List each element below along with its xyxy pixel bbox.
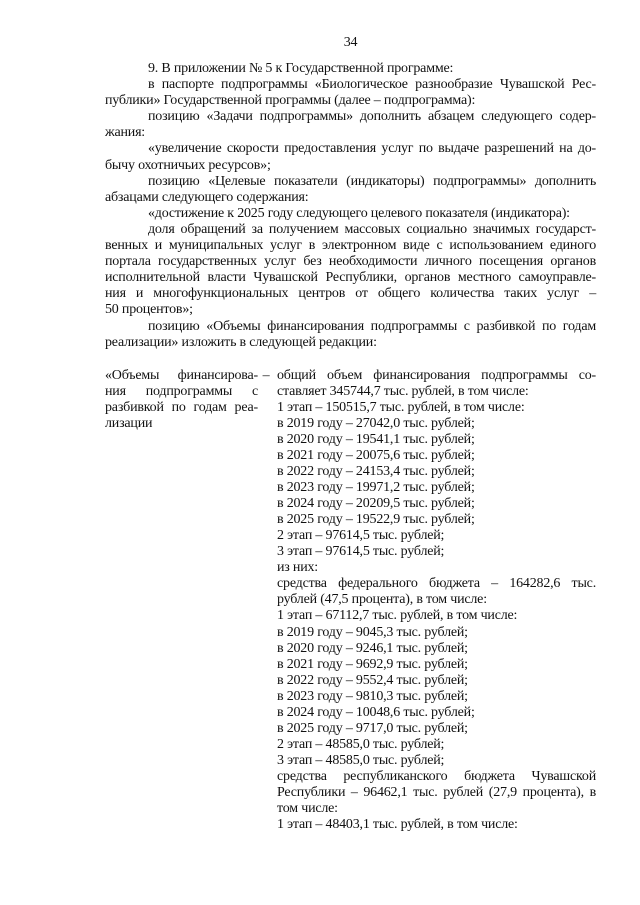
table-value-line: том числе: [277,800,338,816]
text-line: «увеличение скорости предоставления услуг по выдаче разрешений на до- [148,141,596,157]
text-line: публики» Государственной программы (далее – подпрограмма): [105,93,476,109]
table-value-line: в 2020 году – 19541,1 тыс. рублей; [277,432,475,448]
table-value-line: рублей (47,5 процента), в том числе: [277,592,487,608]
text-line: реализации» изложить в следующей редакции: [105,334,377,350]
text-line: абзацами следующего содержания: [105,189,309,205]
text-line: 9. В приложении № 5 к Государственной программе: [148,61,454,76]
paragraph [105,174,596,206]
paragraph [105,77,596,109]
text-line: в паспорте подпрограммы «Биологическое разнообразие Чувашской Рес- [148,77,596,93]
table-separator: – [262,368,270,383]
table-value-line: в 2024 году – 10048,6 тыс. рублей; [277,704,475,720]
table-value-line: в 2024 году – 20209,5 тыс. рублей; [277,496,475,512]
table-value-line: 1 этап – 48403,1 тыс. рублей, в том числе: [277,816,518,832]
text-line: 50 процентов»; [105,302,193,318]
paragraph [105,206,596,222]
table-value-line: в 2020 году – 9246,1 тыс. рублей; [277,640,468,656]
financing-table [105,368,596,838]
text-line: позицию «Целевые показатели (индикаторы) подпрограммы» дополнить [148,173,596,189]
table-value-line: в 2023 году – 9810,3 тыс. рублей; [277,688,468,704]
text-line: ния и многофункциональных центров от общего количества таких услуг – [105,286,596,302]
text-line: позицию «Объемы финансирования подпрограммы с разбивкой по годам [148,318,596,334]
table-value-line: в 2021 году – 9692,9 тыс. рублей; [277,656,468,672]
table-value-line: в 2025 году – 19522,9 тыс. рублей; [277,512,475,528]
table-value-line: из них: [277,560,318,576]
table-value-line: общий объем финансирования подпрограммы со- [277,368,596,383]
table-label-line: «Объемы финансирова- [105,368,258,383]
table-value-line: в 2025 году – 9717,0 тыс. рублей; [277,720,468,736]
paragraph [105,109,596,141]
table-value-line: 2 этап – 97614,5 тыс. рублей; [277,528,445,544]
text-line: венных и муниципальных услуг в электронном виде с использованием единого [105,238,596,254]
text-line: бычу охотничьих ресурсов»; [105,157,271,173]
table-value-line: Республики – 96462,1 тыс. рублей (27,9 процента), в [277,784,596,800]
table-label-line: ния подпрограммы с [105,384,258,400]
text-line: портала государственных услуг без необходимости личного посещения органов [105,254,596,270]
table-value-line: 3 этап – 48585,0 тыс. рублей; [277,752,445,768]
table-value-line: в 2022 году – 24153,4 тыс. рублей; [277,464,475,480]
paragraph [105,222,596,319]
table-value-line: 3 этап – 97614,5 тыс. рублей; [277,544,445,560]
paragraph [105,319,596,351]
text-line: исполнительной власти Чувашской Республики, органов местного самоуправле- [105,270,596,286]
paragraph [105,141,596,173]
table-value-line: в 2019 году – 9045,3 тыс. рублей; [277,624,468,640]
table-value-line: 1 этап – 67112,7 тыс. рублей, в том числе: [277,608,518,624]
text-line: доля обращений за получением массовых социально значимых государст- [148,221,596,237]
table-label-line: разбивкой по годам реа- [105,400,258,416]
table-value-line: 1 этап – 150515,7 тыс. рублей, в том числе: [277,400,525,416]
table-label-line: лизации [105,416,153,432]
text-line: жания: [105,125,146,141]
document-body [105,61,596,351]
table-value-line: в 2022 году – 9552,4 тыс. рублей; [277,672,468,688]
table-value-line: в 2023 году – 19971,2 тыс. рублей; [277,480,475,496]
table-value-line: ставляет 345744,7 тыс. рублей, в том числе: [277,384,529,400]
table-value-cell [277,368,596,833]
text-line: «достижение к 2025 году следующего целевого показателя (индикатора): [148,205,570,221]
table-value-line: в 2019 году – 27042,0 тыс. рублей; [277,416,475,432]
text-line: позицию «Задачи подпрограммы» дополнить абзацем следующего содер- [148,109,596,125]
page-number: 34 [343,35,358,50]
table-value-line: в 2021 году – 20075,6 тыс. рублей; [277,448,475,464]
table-value-line: средства республиканского бюджета Чувашской [277,768,596,784]
table-value-line: 2 этап – 48585,0 тыс. рублей; [277,736,445,752]
paragraph [105,61,596,77]
table-value-line: средства федерального бюджета – 164282,6 тыс. [277,576,596,592]
table-label-cell [105,368,258,432]
